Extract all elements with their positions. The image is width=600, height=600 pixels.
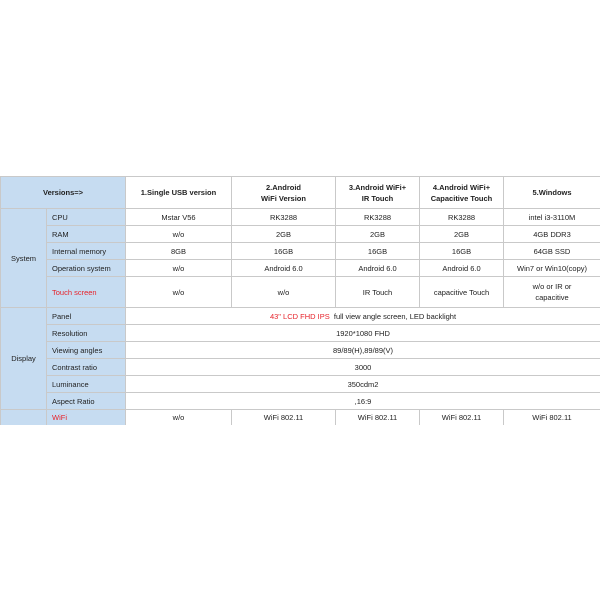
table-row — [1, 277, 600, 308]
table-row — [1, 243, 600, 260]
table-cell: 2GB — [420, 226, 504, 243]
row-label: Luminance — [47, 376, 126, 393]
table-cell: intel i3-3110M — [504, 209, 600, 226]
table-cell: RK3288 — [420, 209, 504, 226]
table-cell: 16GB — [232, 243, 336, 260]
table-cell: Android 6.0 — [232, 260, 336, 277]
table-cell: Mstar V56 — [126, 209, 232, 226]
panel-rest: full view angle screen, LED backlight — [329, 311, 457, 321]
version-5-header: 5.Windows — [504, 177, 600, 209]
versions-header: Versions=> — [1, 177, 126, 209]
table-cell: w/o — [126, 277, 232, 308]
table-row — [1, 376, 600, 393]
row-label: Panel — [47, 308, 126, 325]
row-label: Operation system — [47, 260, 126, 277]
table-row — [1, 260, 600, 277]
version-3-header: 3.Android WiFi+ IR Touch — [336, 177, 420, 209]
version-1-header: 1.Single USB version — [126, 177, 232, 209]
table-cell: Android 6.0 — [336, 260, 420, 277]
spec-table — [0, 176, 600, 425]
table-row — [1, 393, 600, 410]
table-cell: IR Touch — [336, 277, 420, 308]
table-cell: WiFi 802.11 — [504, 410, 600, 425]
table-row — [1, 209, 600, 226]
table-cell: capacitive Touch — [420, 277, 504, 308]
table-cell: 16GB — [336, 243, 420, 260]
table-row — [1, 325, 600, 342]
row-label: Aspect Ratio — [47, 393, 126, 410]
panel-highlight: 43" LCD FHD IPS — [269, 311, 330, 321]
table-cell: 64GB SSD — [504, 243, 600, 260]
row-label: Viewing angles — [47, 342, 126, 359]
wifi-category — [1, 410, 47, 425]
row-label: Touch screen — [47, 277, 126, 308]
table-cell: WiFi 802.11 — [420, 410, 504, 425]
table-cell: w/o — [126, 226, 232, 243]
table-cell: RK3288 — [336, 209, 420, 226]
display-category: Display — [1, 308, 47, 410]
table-cell: w/o — [232, 277, 336, 308]
table-cell: ,16:9 — [126, 393, 600, 410]
table-cell: WiFi 802.11 — [336, 410, 420, 425]
table-row — [1, 410, 600, 425]
table-cell: w/o — [126, 260, 232, 277]
table-cell: WiFi 802.11 — [232, 410, 336, 425]
version-2-header: 2.Android WiFi Version — [232, 177, 336, 209]
table-row — [1, 342, 600, 359]
table-cell: RK3288 — [232, 209, 336, 226]
table-cell: 16GB — [420, 243, 504, 260]
table-row — [1, 359, 600, 376]
table-cell: 2GB — [232, 226, 336, 243]
table-cell: 1920*1080 FHD — [126, 325, 600, 342]
row-label: WiFi — [47, 410, 126, 425]
table-cell: 8GB — [126, 243, 232, 260]
table-cell: 3000 — [126, 359, 600, 376]
table-cell: w/o or IR or capacitive — [504, 277, 600, 308]
table-cell: Win7 or Win10(copy) — [504, 260, 600, 277]
row-label: RAM — [47, 226, 126, 243]
header-row — [1, 177, 600, 209]
system-category: System — [1, 209, 47, 308]
version-4-header: 4.Android WiFi+ Capacitive Touch — [420, 177, 504, 209]
table-cell: Android 6.0 — [420, 260, 504, 277]
table-cell: w/o — [126, 410, 232, 425]
panel-value — [126, 308, 600, 325]
row-label: CPU — [47, 209, 126, 226]
table-cell: 2GB — [336, 226, 420, 243]
table-row — [1, 308, 600, 325]
table-cell: 350cdm2 — [126, 376, 600, 393]
table-cell: 4GB DDR3 — [504, 226, 600, 243]
table-row — [1, 226, 600, 243]
table-cell: 89/89(H),89/89(V) — [126, 342, 600, 359]
row-label: Contrast ratio — [47, 359, 126, 376]
row-label: Internal memory — [47, 243, 126, 260]
row-label: Resolution — [47, 325, 126, 342]
